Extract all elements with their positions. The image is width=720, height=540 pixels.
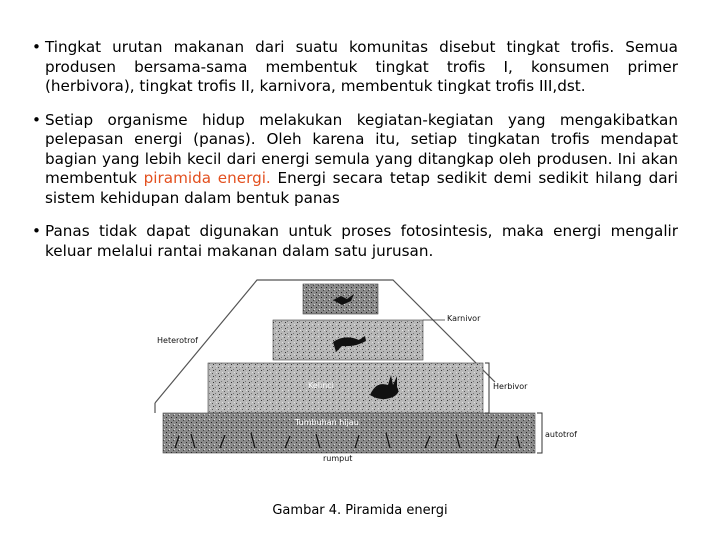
herbivor-bracket <box>485 363 489 413</box>
bullet-text: Setiap organisme hidup melakukan kegiatan-kegiatan yang mengakibatkan pelepasan energi (panas). Oleh karena itu, setiap tingkatan trofis mendapat bagian yang lebih kecil dari energi semula yang ditangkap oleh produsen. Ini akan membentuk <box>45 110 678 187</box>
label-karnivor: Karnivor <box>447 314 481 323</box>
pyramid-tier-herbivor <box>208 363 483 413</box>
figure-caption: Gambar 4. Piramida energi <box>272 503 448 518</box>
bullet-item <box>32 222 678 261</box>
label-rumput: rumput <box>323 454 353 463</box>
bullet-item <box>32 38 678 97</box>
bullet-text: Tingkat urutan makanan dari suatu komunitas disebut tingkat trofis. Semua produsen bersama-sama membentuk tingkat trofis I, konsumen primer (herbivora), tingkat trofis II, karnivora, membentuk tingkat trofis III,dst. <box>45 38 678 95</box>
energy-pyramid-figure <box>145 270 577 495</box>
bullet-text-continued: Energi secara tetap sedikit demi sedikit hilang dari sistem kehidupan dalam bentuk panas <box>45 169 678 207</box>
highlighted-term: piramida energi. <box>143 169 271 187</box>
bullet-list <box>32 38 678 275</box>
label-tumbuhan-hijau: Tumbuhan hijau <box>295 418 359 427</box>
label-kelinci: Kelinci <box>308 381 334 390</box>
label-autotrof: autotrof <box>545 430 577 439</box>
label-heterotrof: Heterotrof <box>157 336 198 345</box>
autotrof-bracket <box>537 413 542 453</box>
bullet-dot: • <box>32 38 41 56</box>
bullet-dot: • <box>32 222 41 240</box>
bullet-item <box>32 111 678 209</box>
label-herbivor: Herbivor <box>493 382 528 391</box>
bullet-text: Panas tidak dapat digunakan untuk proses fotosintesis, maka energi mengalir keluar melalui rantai makanan dalam satu jurusan. <box>45 222 678 260</box>
bullet-dot: • <box>32 110 41 129</box>
